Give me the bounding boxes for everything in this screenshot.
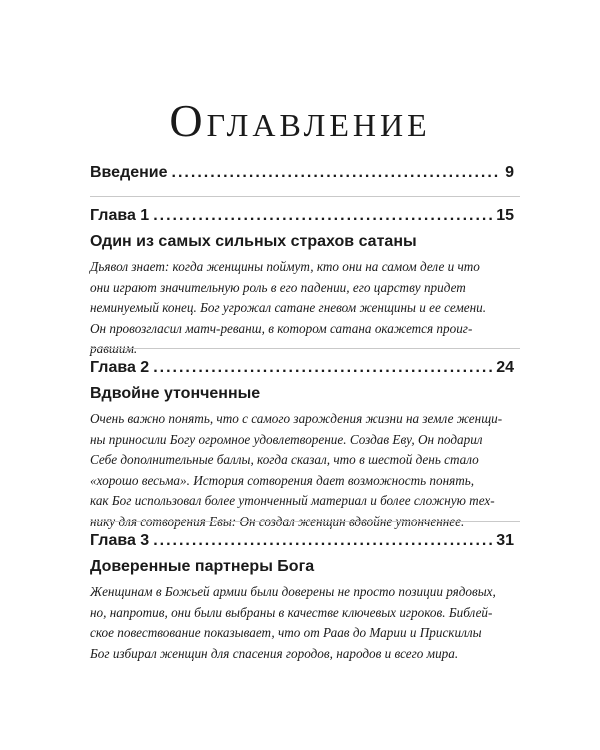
description-line: но, напротив, они были выбраны в качестве ключевых игроков. Библей- (90, 604, 493, 620)
dot-leader (153, 206, 492, 226)
divider (90, 521, 520, 522)
description-line: ны приносили Богу огромное удовлетворение. Создав Еву, Он подарил (90, 431, 483, 447)
chapter-2-title: Вдвойне утонченные (90, 385, 261, 402)
toc-entry-label: Глава 2 (90, 359, 150, 376)
description-line: они играют значительную роль в его падении, его царству придет (90, 279, 466, 295)
dot-leader (153, 358, 492, 378)
description-line: Себе дополнительные баллы, когда сказал, что в шестой день стало (90, 452, 479, 467)
chapter-2-description (90, 409, 530, 532)
chapter-3-title: Доверенные партнеры Бога (90, 558, 315, 575)
chapter-1-description (90, 257, 530, 360)
chapter-1-title: Один из самых сильных страхов сатаны (90, 233, 417, 250)
chapter-3-description (90, 582, 530, 664)
toc-page-number: 9 (505, 164, 514, 181)
toc-page-number: 15 (496, 207, 514, 224)
description-line: как Бог использовал более утонченный материал и более сложную тех- (90, 493, 495, 508)
toc-entry-label: Глава 1 (90, 207, 150, 224)
toc-page-number: 24 (496, 359, 514, 376)
divider (90, 348, 520, 349)
description-line: Дьявол знает: когда женщины поймут, кто они на самом деле и что (90, 259, 480, 274)
description-line: неминуемый конец. Бог угрожал сатане гневом женщины и ее семени. (90, 300, 487, 315)
dot-leader (172, 163, 502, 183)
description-line: Очень важно понять, что с самого зарождения жизни на земле женщи- (90, 411, 503, 426)
description-line: равшим. (90, 341, 138, 356)
description-line: Женщинам в Божьей армии были доверены не просто позиции рядовых, (90, 584, 496, 599)
description-line: нику для сотворения Евы: Он создал женщин вдвойне утонченнее. (90, 513, 465, 529)
toc-entry-chapter-1[interactable] (90, 206, 514, 226)
toc-page-number: 31 (496, 532, 514, 549)
description-line: Бог избирал женщин для спасения городов, народов и всего мира. (90, 645, 459, 661)
toc-entry-introduction[interactable] (90, 163, 514, 183)
description-line: «хорошо весьма». История сотворения дает возможность понять, (90, 472, 475, 488)
toc-entry-label: Введение (90, 164, 168, 181)
divider (90, 196, 520, 197)
toc-entry-chapter-2[interactable] (90, 358, 514, 378)
description-line: ское повествование показывает, что от Раав до Марии и Прискиллы (90, 625, 482, 640)
toc-entry-label: Глава 3 (90, 532, 150, 549)
page-title: Оглавление (169, 94, 431, 146)
dot-leader (153, 531, 492, 551)
toc-entry-chapter-3[interactable] (90, 531, 514, 551)
description-line: Он провозгласил матч-реванш, в котором сатана окажется проиг- (90, 320, 473, 336)
